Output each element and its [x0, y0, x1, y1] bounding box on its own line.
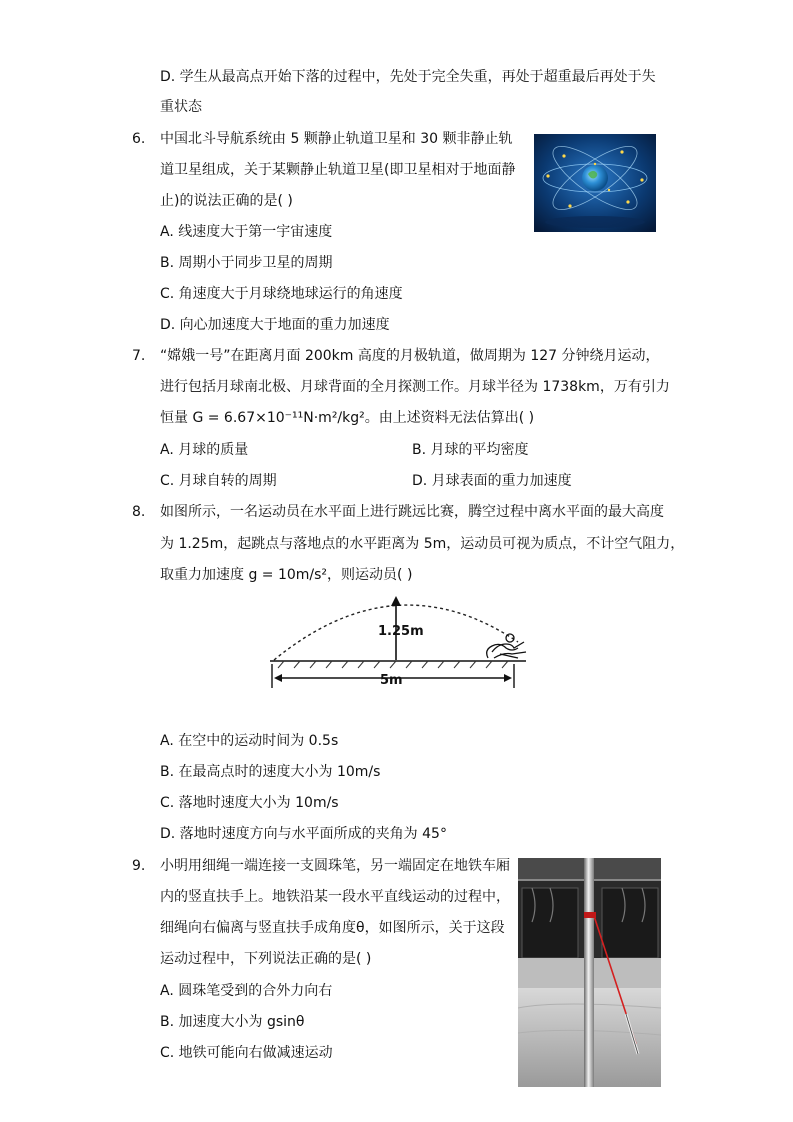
q9-option-a: A. 圆珠笔受到的合外力向右: [160, 983, 333, 999]
q9-option-c: C. 地铁可能向右做减速运动: [160, 1045, 333, 1061]
q7-stem-line1: “嫦娥一号”在距离月面 200km 高度的月极轨道，做周期为 127 分钟绕月运动，: [160, 348, 660, 364]
q7-stem-line2: 进行包括月球南北极、月球背面的全月探测工作。月球半径为 1738km，万有引力: [160, 379, 670, 395]
q6-stem-line2: 道卫星组成，关于某颗静止轨道卫星(即卫星相对于地面静: [160, 162, 516, 178]
q8-option-d: D. 落地时速度方向与水平面所成的夹角为 45°: [160, 826, 447, 842]
q8-number: 8.: [132, 504, 146, 520]
q9-option-b: B. 加速度大小为 gsinθ: [160, 1014, 305, 1030]
q7-option-d: D. 月球表面的重力加速度: [412, 473, 572, 489]
q8-option-c: C. 落地时速度大小为 10m/s: [160, 795, 339, 811]
q5-option-d-line2: 重状态: [160, 99, 202, 115]
q6-stem-line3: 止)的说法正确的是( ): [160, 193, 293, 209]
fig-height-label: 1.25m: [378, 624, 424, 639]
q6-option-c: C. 角速度大于月球绕地球运行的角速度: [160, 286, 403, 302]
q7-stem-line3: 恒量 G = 6.67×10⁻¹¹N·m²/kg²。由上述资料无法估算出( ): [160, 410, 535, 426]
q8-stem-line3: 取重力加速度 g = 10m/s²，则运动员( ): [160, 567, 413, 583]
q9-number: 9.: [132, 858, 146, 874]
q6-option-b: B. 周期小于同步卫星的周期: [160, 255, 333, 271]
q5-option-d-line1: D. 学生从最高点开始下落的过程中，先处于完全失重，再处于超重最后再处于失: [160, 69, 656, 85]
q9-stem-line2: 内的竖直扶手上。地铁沿某一段水平直线运动的过程中，: [160, 889, 510, 905]
q6-number: 6.: [132, 131, 146, 147]
q9-stem-line3: 细绳向右偏离与竖直扶手成角度θ，如图所示，关于这段: [160, 920, 505, 936]
q8-stem-line2: 为 1.25m，起跳点与落地点的水平距离为 5m，运动员可视为质点，不计空气阻力，: [160, 536, 685, 552]
q9-stem-line4: 运动过程中，下列说法正确的是( ): [160, 951, 372, 967]
satellite-orbit-image: [534, 134, 656, 232]
q7-option-c: C. 月球自转的周期: [160, 473, 277, 489]
q8-stem-line1: 如图所示，一名运动员在水平面上进行跳远比赛，腾空过程中离水平面的最大高度: [160, 504, 664, 520]
q7-number: 7.: [132, 348, 146, 364]
q8-option-a: A. 在空中的运动时间为 0.5s: [160, 733, 339, 749]
q6-option-a: A. 线速度大于第一宇宙速度: [160, 224, 333, 240]
q7-option-a: A. 月球的质量: [160, 442, 249, 458]
q6-option-d: D. 向心加速度大于地面的重力加速度: [160, 317, 390, 333]
q7-option-b: B. 月球的平均密度: [412, 442, 529, 458]
fig-width-label: 5m: [380, 673, 403, 688]
q6-stem-line1: 中国北斗导航系统由 5 颗静止轨道卫星和 30 颗非静止轨: [160, 131, 513, 147]
subway-pen-photo: [518, 858, 661, 1087]
q8-option-b: B. 在最高点时的速度大小为 10m/s: [160, 764, 381, 780]
q9-stem-line1: 小明用细绳一端连接一支圆珠笔，另一端固定在地铁车厢: [160, 858, 510, 874]
